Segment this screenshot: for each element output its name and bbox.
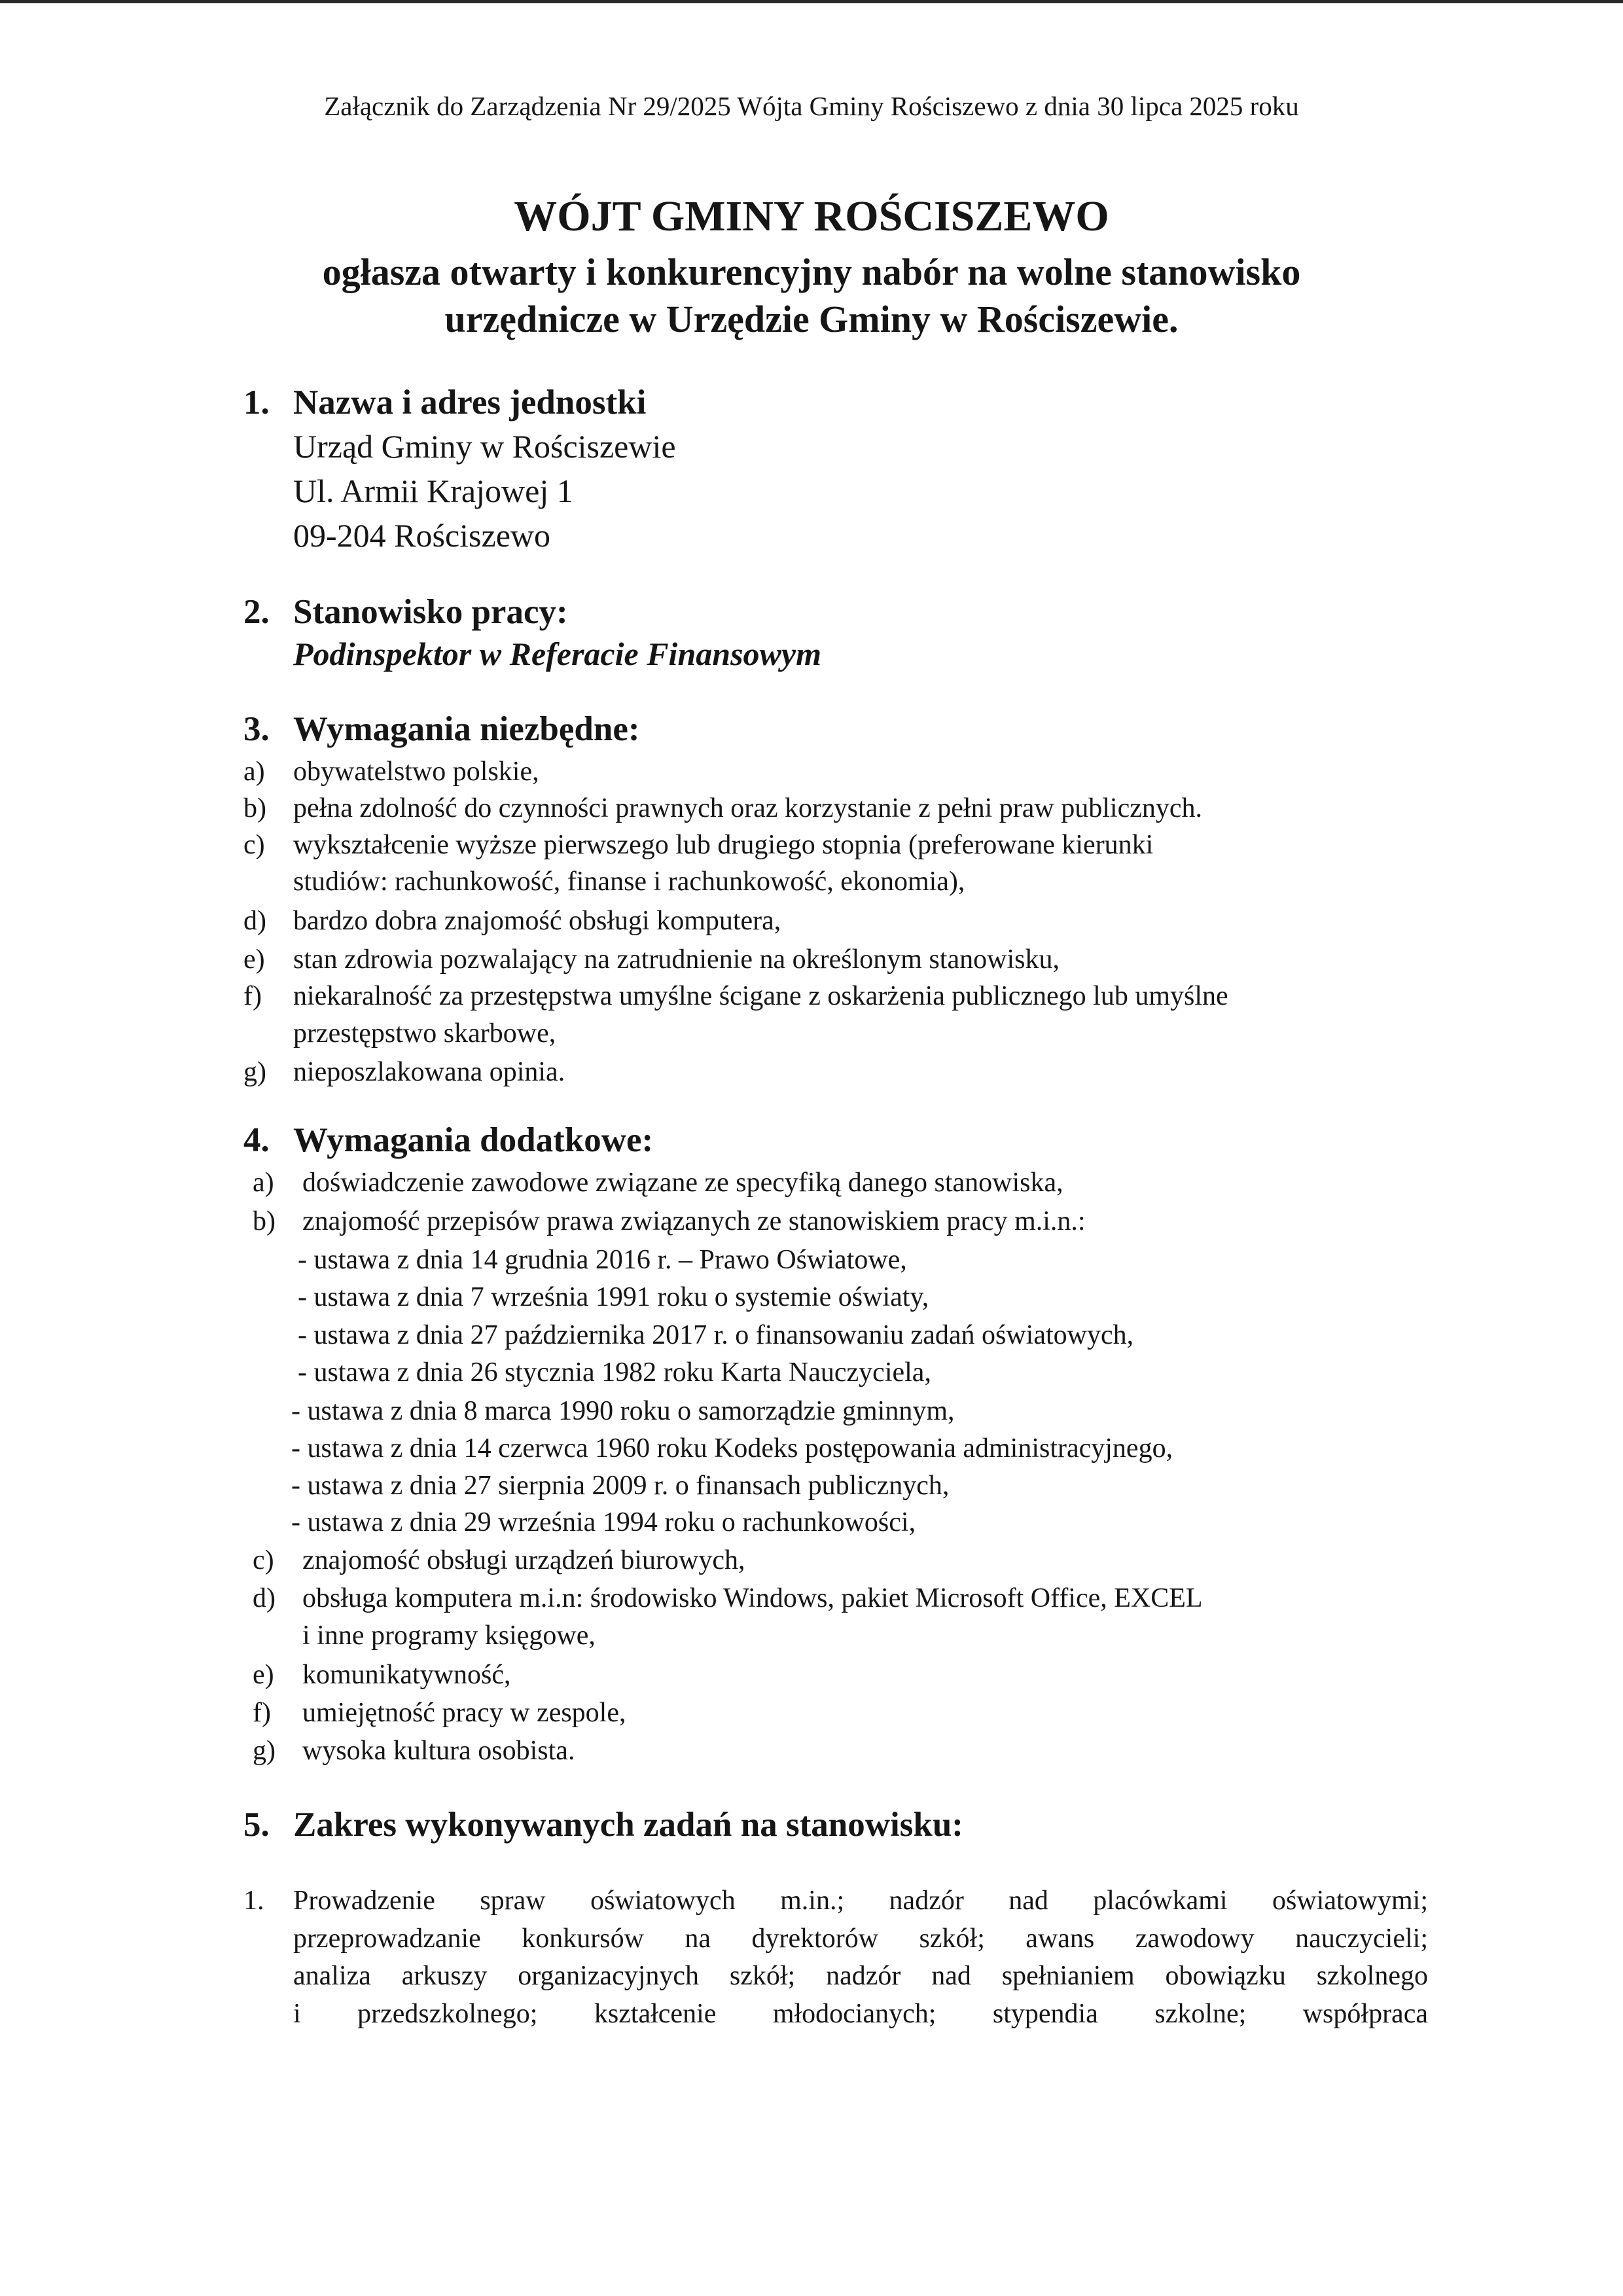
- requirement-item: [243, 905, 781, 937]
- section-3-heading: [243, 709, 640, 749]
- item-letter: e): [243, 944, 265, 975]
- law-list-item: - ustawa z dnia 7 września 1991 roku o systemie oświaty,: [298, 1282, 929, 1312]
- additional-requirement-item: [253, 1735, 575, 1767]
- section-number: 2.: [243, 593, 270, 631]
- item-letter: b): [243, 793, 266, 823]
- requirement-item: [243, 829, 1153, 861]
- item-text: znajomość przepisów prawa związanych ze stanowiskiem pracy m.i.n.:: [302, 1206, 1086, 1236]
- requirement-item: [243, 980, 1228, 1012]
- additional-requirement-item: [253, 1583, 1203, 1614]
- item-letter: f): [253, 1698, 271, 1728]
- item-text: pełna zdolność do czynności prawnych oraz korzystanie z pełni praw publicznych.: [293, 793, 1202, 823]
- title-line-1: WÓJT GMINY ROŚCISZEWO: [514, 192, 1109, 240]
- item-letter: a): [253, 1168, 274, 1198]
- task-number: 1.: [243, 1886, 264, 1916]
- law-list-item: - ustawa z dnia 26 stycznia 1982 roku Karta Nauczyciela,: [298, 1357, 931, 1388]
- law-list-item: - ustawa z dnia 29 września 1994 roku o rachunkowości,: [291, 1507, 916, 1537]
- item-letter: g): [243, 1057, 266, 1087]
- task-line: przeprowadzanie konkursów na dyrektorów szkół; awans zawodowy nauczycieli;: [293, 1924, 1428, 1954]
- section-2-heading: [243, 592, 568, 632]
- section-4-heading: [243, 1121, 653, 1160]
- additional-requirement-item: [253, 1659, 510, 1691]
- scan-edge: [0, 0, 1623, 3]
- position-title: Podinspektor w Referacie Finansowym: [293, 636, 821, 672]
- item-text: wysoka kultura osobista.: [302, 1736, 575, 1766]
- item-text: obywatelstwo polskie,: [293, 757, 539, 787]
- item-letter: e): [253, 1660, 274, 1690]
- item-text: doświadczenie zawodowe związane ze specyfiką danego stanowiska,: [302, 1168, 1063, 1198]
- item-text: nieposzlakowana opinia.: [293, 1057, 565, 1087]
- item-continuation: przestępstwo skarbowe,: [293, 1018, 556, 1049]
- attachment-header: Załącznik do Zarządzenia Nr 29/2025 Wójta Gminy Rościszewo z dnia 30 lipca 2025 roku: [324, 91, 1299, 121]
- item-letter: g): [253, 1736, 276, 1766]
- address-line: 09-204 Rościszewo: [293, 517, 550, 554]
- address-line: Ul. Armii Krajowej 1: [293, 473, 573, 509]
- item-continuation: i inne programy księgowe,: [302, 1621, 596, 1651]
- section-number: 3.: [243, 710, 270, 748]
- item-continuation: studiów: rachunkowość, finanse i rachunkowość, ekonomia),: [293, 867, 965, 897]
- item-text: niekaralność za przestępstwa umyślne ścigane z oskarżenia publicznego lub umyślne: [293, 981, 1228, 1011]
- section-title: Wymagania dodatkowe:: [293, 1121, 654, 1159]
- title-line-3: urzędnicze w Urzędzie Gminy w Rościszewie.: [444, 298, 1179, 340]
- title-line-2: ogłasza otwarty i konkurencyjny nabór na wolne stanowisko: [322, 251, 1301, 293]
- item-letter: c): [243, 830, 265, 860]
- address-line: Urząd Gminy w Rościszewie: [293, 428, 676, 465]
- requirement-item: [243, 944, 1060, 975]
- item-text: wykształcenie wyższe pierwszego lub drugiego stopnia (preferowane kierunki: [293, 830, 1154, 860]
- item-text: znajomość obsługi urządzeń biurowych,: [302, 1545, 745, 1575]
- item-text: bardzo dobra znajomość obsługi komputera,: [293, 906, 781, 936]
- section-title: Stanowisko pracy:: [293, 593, 568, 631]
- item-letter: f): [243, 981, 262, 1011]
- requirement-item: [243, 756, 539, 787]
- item-text: umiejętność pracy w zespole,: [302, 1698, 626, 1728]
- additional-requirement-item: [253, 1167, 1063, 1198]
- section-1-heading: [243, 383, 646, 422]
- law-list-item: - ustawa z dnia 27 października 2017 r. o finansowaniu zadań oświatowych,: [298, 1320, 1134, 1350]
- section-title: Wymagania niezbędne:: [293, 710, 640, 748]
- item-letter: c): [253, 1545, 274, 1575]
- section-number: 1.: [243, 384, 270, 422]
- item-text: komunikatywność,: [302, 1660, 511, 1690]
- item-letter: d): [243, 906, 266, 936]
- item-letter: d): [253, 1583, 276, 1613]
- additional-requirement-item: [253, 1206, 1086, 1237]
- item-letter: b): [253, 1206, 276, 1236]
- additional-requirement-item: [253, 1545, 745, 1576]
- law-list-item: - ustawa z dnia 14 grudnia 2016 r. – Prawo Oświatowe,: [298, 1245, 907, 1275]
- requirement-item: [243, 1056, 565, 1088]
- law-list-item: - ustawa z dnia 14 czerwca 1960 roku Kodeks postępowania administracyjnego,: [291, 1433, 1173, 1463]
- item-text: stan zdrowia pozwalający na zatrudnienie na określonym stanowisku,: [293, 944, 1060, 975]
- task-line: analiza arkuszy organizacyjnych szkół; nadzór nad spełnianiem obowiązku szkolnego: [293, 1961, 1428, 1991]
- additional-requirement-item: [253, 1697, 626, 1729]
- requirement-item: [243, 793, 1202, 824]
- law-list-item: - ustawa z dnia 27 sierpnia 2009 r. o finansach publicznych,: [291, 1471, 950, 1501]
- section-title: Zakres wykonywanych zadań na stanowisku:: [293, 1806, 963, 1844]
- section-number: 5.: [243, 1806, 270, 1844]
- section-number: 4.: [243, 1121, 270, 1159]
- task-line: Prowadzenie spraw oświatowych m.in.; nadzór nad placówkami oświatowymi;: [293, 1886, 1428, 1916]
- item-text: obsługa komputera m.i.n: środowisko Windows, pakiet Microsoft Office, EXCEL: [302, 1583, 1203, 1613]
- item-letter: a): [243, 757, 265, 787]
- section-title: Nazwa i adres jednostki: [293, 384, 647, 422]
- task-line: i przedszkolnego; kształcenie młodocianych; stypendia szkolne; współpraca: [293, 1999, 1428, 2029]
- section-5-heading: [243, 1805, 963, 1844]
- law-list-item: - ustawa z dnia 8 marca 1990 roku o samorządzie gminnym,: [291, 1396, 955, 1426]
